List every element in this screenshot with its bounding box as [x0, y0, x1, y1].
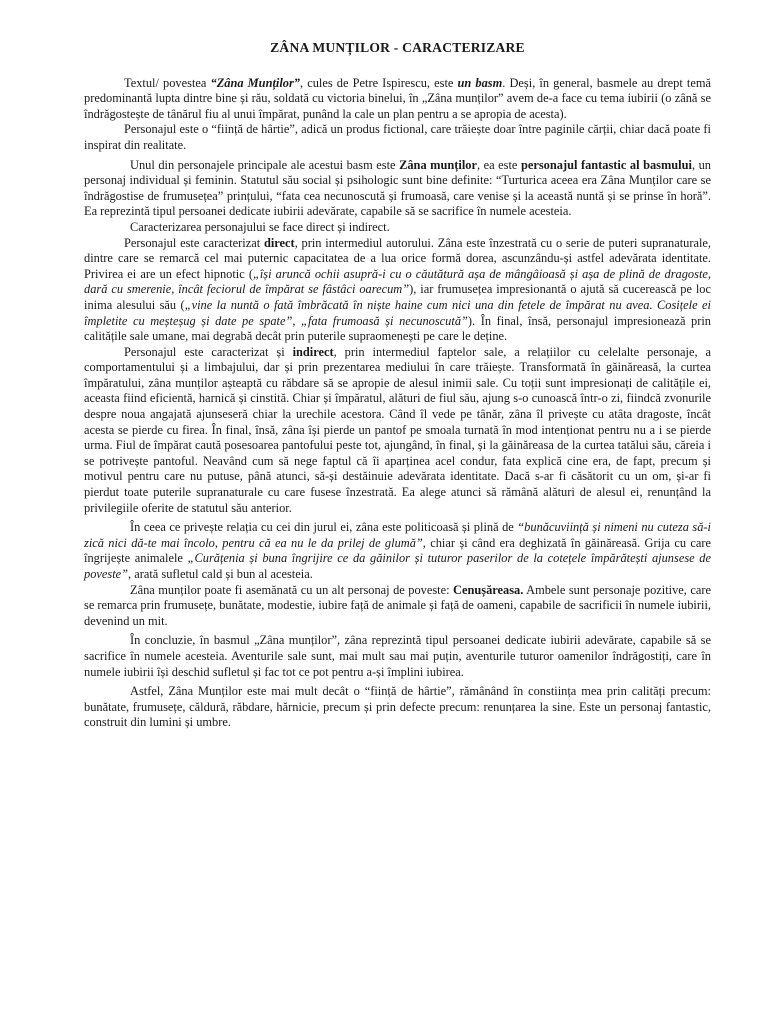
- paragraph-conclusion: [84, 633, 711, 680]
- text-run: . Deși, în general, basmele au drept temă predominantă lupta dintre bine și rău, soldată cu victoria binelui, în „Zâna munților” avem de-a face cu tema iubirii (o zână se îndrăgostește de tânărul fiu al unui împărat, punând la cale un plan pentru a se apropia de acesta).: [84, 75, 712, 121]
- text-run: Astfel, Zâna Munților este mai mult decât o “ființă de hârtie”, rămânând în constiința mea prin calități precum: bunătate, frumusețe, căldură, răbdare, hărnicie, precum și prin defecte precum: renunțarea la sine. Este un personaj fantastic, construit din lumini și umbre.: [84, 684, 711, 730]
- paragraph-paper-being: [84, 122, 711, 153]
- text-run: indirect: [292, 344, 334, 359]
- paragraph-indirect-characterization: [84, 345, 711, 517]
- text-run: Caracterizarea personajului se face direct și indirect.: [130, 219, 390, 234]
- text-run: Personajul este caracterizat și: [124, 344, 293, 359]
- text-run: „vine la nuntă o fată îmbrăcată în niște haine cum nici una din fetele de împărat nu avea. Cosițele ei împletite cu meșteșug și date pe spate”, „fata frumoasă și necunoscută”: [84, 297, 711, 328]
- text-run: ), iar frumusețea impresionantă o ajută să cucerească pe loc inima alesului său (: [84, 282, 712, 312]
- text-run: , chiar și când era deghizată în găinăreasă. Grija cu care îngrijește animalele: [84, 535, 711, 566]
- text-run: , cules de Petre Ispirescu, este: [300, 75, 458, 90]
- paragraph-characterization: [84, 220, 711, 236]
- text-run: Personajul este caracterizat: [124, 235, 264, 250]
- text-run: , ea este: [476, 157, 521, 172]
- text-run: , arată sufletul cald și bun al acesteia.: [128, 567, 313, 581]
- text-run: un basm: [457, 75, 503, 90]
- text-run: direct: [263, 235, 295, 250]
- text-run: , prin intermediul faptelor sale, a relațiilor cu celelalte personaje, a comportamentului și a limbajului, dar și prin prezentarea mediului în care trăiește. Transformată în găinăreasă, la curtea împăratului, zâna munților așteaptă cu răbdare să se apropie de alesul inimii sale. Cu toții sunt impresionați de calitățile ei, aceasta fiind eficientă, harnică și cinstită. Chiar și împăratul, alături de fiul său, ajung s-o cunoască într-o zi, fiindcă zvonurile despre noua angajată ajunseseră chiar la urechile acestora. Când îl vede pe tânăr, zâna îl privește cu atâta dragoste, încât acesta se pierde cu firea. În final, însă, zâna își pierde un pantof pe smoala turnată în mod intenționat pentru nu a i se pierde urma. Fiul de împărat caută posesoarea pantofului peste tot, ajungând, în final, și la găinăreasa de la curtea tatălui său, căreia i se potrivește pantoful. Neavând cum să nege faptul că îi aparținea acel condur, fata explică cine era, de fapt, precum și motivul pentru care nu putuse, până atunci, să-și destăinuie adevărata identitate. Dacă s-ar fi căsătorit cu un om, și-ar fi pierdut toate puterile supranaturale cu care fusese înzestrată. Ea alege atunci să rămână alături de alesul ei, renunțând la privilegiile oferite de statutul său anterior.: [84, 344, 711, 515]
- text-run: , un personaj individual și feminin. Statutul său social și psihologic sunt bine definite: “Turturica aceea era Zâna Munților care se îndrăgostise de frumusețea” prințului, “fata cea necunoscută și frumoasă, care venise și la această nuntă și se prinse în horă”. Ea reprezintă tipul persoanei dedicate iubirii adevărate, capabile să se sacrifice în numele acesteia.: [84, 157, 711, 219]
- text-run: Personajul este o “ființă de hârtie”, adică un produs fictional, care trăiește doar între paginile cărții, chiar dacă poate fi inspirat din realitate.: [84, 122, 711, 152]
- text-run: Zâna munților poate fi asemănată cu un alt personaj de poveste:: [130, 582, 454, 597]
- paragraph-direct-characterization: [84, 236, 711, 345]
- paragraph-relations: [84, 520, 711, 582]
- paragraph-intro: [84, 76, 711, 123]
- text-run: “bunăcuviință și nimeni nu cuteza să-i zică nici dă-te mai încolo, pentru că ea nu le da prilej de glumă”: [84, 520, 711, 550]
- text-run: , prin intermediul autorului. Zâna este înzestrată cu o serie de puteri supranaturale, dintre care se remarcă cel mai puternic capacitatea de a lua orice formă dorea, ascunzându-și astfel adevărata identitate. Privirea ei are un efect hipnotic (: [84, 235, 712, 281]
- text-run: În concluzie, în basmul „Zâna munților”, zâna reprezintă tipul persoanei dedicate iubirii adevărate, capabile să se sacrifice în numele acesteia. Aventurile sale sunt, mai mult sau mai puțin, aventurile tuturor oamenilor îndrăgostiți, care în numele iubirii își deschid sufletul și fac tot ce pot pentru a-și împlini iubirea.: [84, 633, 711, 679]
- text-run: În ceea ce privește relația cu cei din jurul ei, zâna este politicoasă și plină de: [130, 520, 518, 535]
- text-run: Textul/ povestea: [124, 75, 211, 90]
- text-run: Zâna munților: [399, 157, 477, 172]
- text-run: ). În final, însă, personajul impresionează prin calitățile sale umane, mai degrabă decât prin puterile supraomenești pe care le deține.: [84, 313, 711, 344]
- text-run: Cenușăreasa.: [453, 582, 524, 597]
- paragraph-final: [84, 684, 711, 731]
- text-run: Unul din personajele principale ale acestui basm este: [130, 157, 400, 172]
- text-run: “Zâna Munților”: [210, 75, 301, 90]
- document-title: ZÂNA MUNȚILOR - CARACTERIZARE: [270, 40, 525, 55]
- paragraph-main-character: [84, 158, 711, 220]
- text-run: Ambele sunt personaje pozitive, care se remarca prin frumusețe, bunătate, modestie, iubire față de animale și față de oameni, capabile de sacrificii în numele iubirii, devenind un mit.: [84, 582, 711, 628]
- text-run: „Curățenia și buna îngrijire ce da găinilor și tuturor paserilor de la cotețele împărătești ajunsese de poveste”: [84, 551, 711, 581]
- text-run: personajul fantastic al basmului: [520, 157, 692, 172]
- paragraph-comparison: [84, 583, 711, 630]
- text-run: „își aruncă ochii asupră-i cu o căutătură așa de mângâioasă și așa de plină de dragoste, dară cu smerenie, încât feciorul de împărat se fâstâci oarecum”: [84, 266, 711, 297]
